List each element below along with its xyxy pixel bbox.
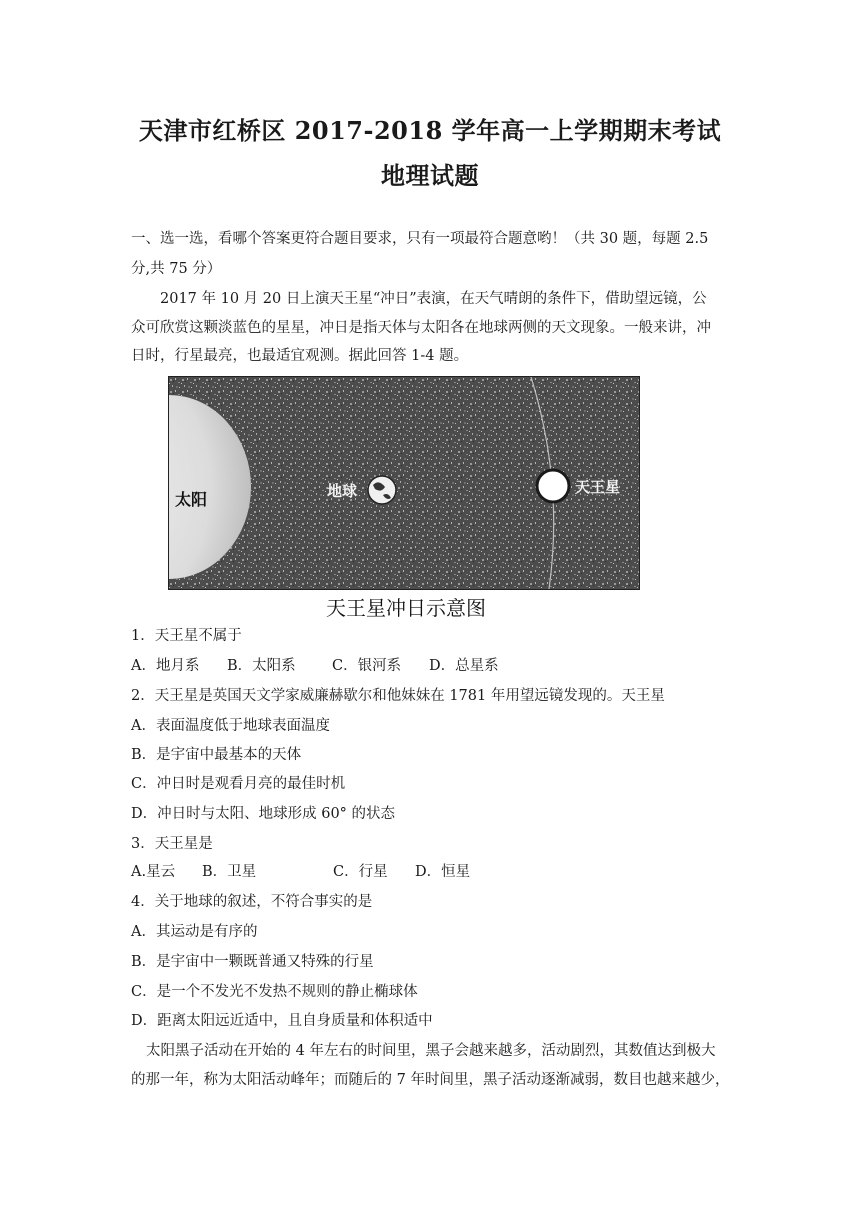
- sun-label: 太阳: [175, 490, 208, 509]
- question-2-option-c: C．冲日时是观看月亮的最佳时机: [131, 776, 346, 792]
- section-instructions-line-2: 分,共 75 分）: [131, 261, 222, 277]
- question-4-option-d: D．距离太阳远近适中，且自身质量和体积适中: [131, 1013, 433, 1029]
- option-a: A.星云: [131, 864, 176, 880]
- question-3-options: [131, 862, 470, 882]
- question-4-option-a: A．其运动是有序的: [131, 924, 258, 940]
- uranus-label: 天王星: [575, 478, 621, 496]
- option-d: D．总星系: [429, 658, 499, 674]
- option-b: B．卫星: [202, 864, 257, 880]
- exam-title: 天津市红桥区 2017-2018 学年高一上学期期末考试: [138, 116, 722, 145]
- question-2-option-a: A．表面温度低于地球表面温度: [131, 718, 330, 734]
- question-2-option-d: D．冲日时与太阳、地球形成 60° 的状态: [131, 806, 396, 822]
- figure-image: [168, 376, 640, 590]
- passage-line: 的那一年，称为太阳活动峰年；而随后的 7 年时间里，黑子活动逐渐减弱，数目也越来越少，: [131, 1072, 730, 1088]
- option-c: C．行星: [333, 864, 388, 880]
- question-4-stem: 4．关于地球的叙述，不符合事实的是: [131, 894, 373, 910]
- earth-label: 地球: [327, 482, 358, 500]
- question-1-stem: 1．天王星不属于: [131, 628, 242, 644]
- option-d: D．恒星: [415, 864, 471, 880]
- earth-icon: [368, 476, 396, 504]
- question-2-option-b: B．是宇宙中最基本的天体: [131, 747, 302, 763]
- question-3-stem: 3．天王星是: [131, 836, 213, 852]
- figure-svg: [169, 377, 639, 589]
- passage-line: 众可欣赏这颗淡蓝色的星星，冲日是指天体与太阳各在地球两侧的天文现象。一般来讲，冲: [131, 320, 711, 336]
- section-instructions-line-1: 一、选一选，看哪个答案更符合题目要求，只有一项最符合题意哟！（共 30 题，每题 2.5: [131, 231, 709, 247]
- option-a: A．地月系: [131, 658, 200, 674]
- option-b: B．太阳系: [227, 658, 296, 674]
- passage-line: 2017 年 10 月 20 日上演天王星“冲日”表演，在天气晴朗的条件下，借助望远镜，公: [160, 291, 707, 307]
- uranus-shape: [537, 470, 569, 502]
- question-4-option-c: C．是一个不发光不发热不规则的静止椭球体: [131, 984, 418, 1000]
- uranus-opposition-figure: [166, 374, 646, 620]
- figure-caption: 天王星冲日示意图: [326, 596, 486, 620]
- question-4-option-b: B．是宇宙中一颗既普通又特殊的行星: [131, 954, 374, 970]
- option-c: C．银河系: [332, 658, 402, 674]
- passage-line: 日时，行星最亮，也最适宜观测。据此回答 1-4 题。: [131, 348, 469, 364]
- question-1-options: [131, 656, 499, 676]
- exam-subtitle: 地理试题: [381, 161, 479, 190]
- passage-line: 太阳黑子活动在开始的 4 年左右的时间里，黑子会越来越多，活动剧烈，其数值达到极大: [146, 1043, 716, 1059]
- question-2-stem: 2．天王星是英国天文学家威廉赫歇尔和他妹妹在 1781 年用望远镜发现的。天王星: [131, 688, 665, 704]
